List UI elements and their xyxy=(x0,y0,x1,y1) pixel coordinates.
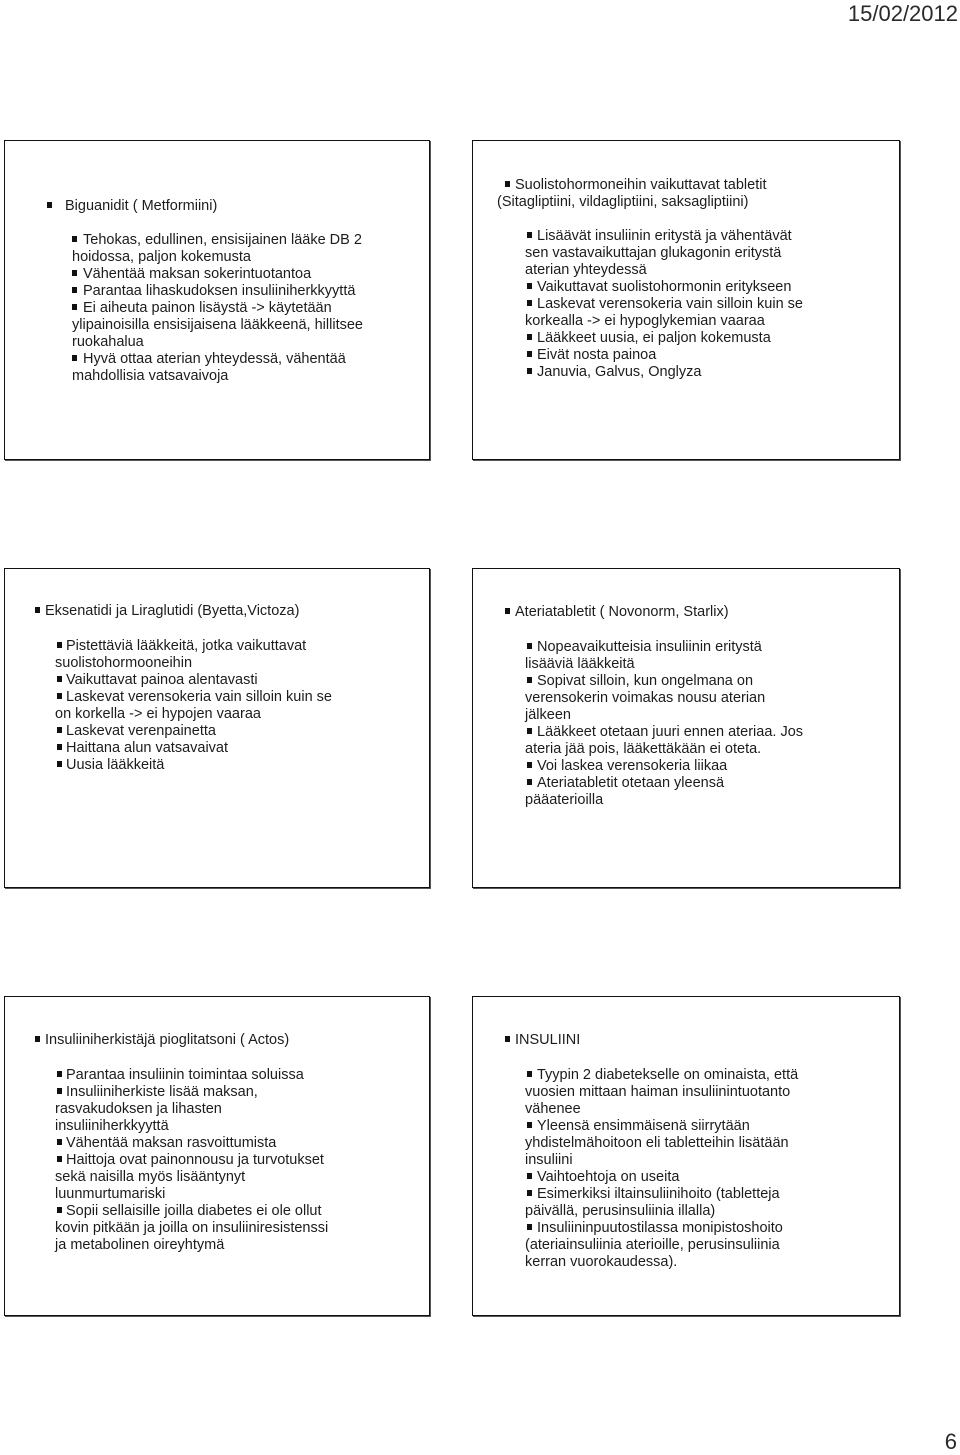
bullet-icon xyxy=(527,1190,532,1196)
slide-biguanidit xyxy=(4,140,430,460)
list-item xyxy=(525,1118,798,1169)
list-item-text: Tyypin 2 diabetekselle on ominaista, että vuosien mittaan haiman insuliinintuotanto vähenee xyxy=(525,1067,799,1117)
bullet-icon xyxy=(527,643,532,649)
list-item xyxy=(525,673,803,724)
slide-heading xyxy=(35,1032,289,1049)
slide-eksenatidi xyxy=(4,568,430,888)
list-item xyxy=(55,1135,328,1152)
list-item-text: Haittana alun vatsavaivat xyxy=(66,740,229,756)
bullet-icon xyxy=(527,728,532,734)
list-item-text: Hyvä ottaa aterian yhteydessä, vähentää mahdollisia vatsavaivoja xyxy=(72,351,346,384)
bullet-icon xyxy=(57,727,62,733)
list-item xyxy=(55,757,332,774)
slide-heading xyxy=(47,198,217,215)
bullet-icon xyxy=(57,744,62,750)
list-item-text: Laskevat verensokeria vain silloin kuin se korkealla -> ei hypoglykemian vaaraa xyxy=(525,296,803,329)
header-date: 15/02/2012 xyxy=(847,1,958,26)
list-item-text: Tehokas, edullinen, ensisijainen lääke DB 2 hoidossa, paljon kokemusta xyxy=(72,232,362,265)
list-item-text: Vähentää maksan rasvoittumista xyxy=(66,1135,277,1151)
list-item xyxy=(525,1067,798,1118)
list-item xyxy=(525,228,803,279)
bullet-icon xyxy=(505,1036,510,1042)
list-item-text: Nopeavaikutteisia insuliinin eritystä lisääviä lääkkeitä xyxy=(525,639,762,672)
list-item xyxy=(55,1084,328,1135)
list-item xyxy=(525,758,803,775)
page-number: 6 xyxy=(944,1429,957,1454)
bullet-list xyxy=(525,228,803,381)
list-item-text: Sopii sellaisille joilla diabetes ei ole ollut kovin pitkään ja joilla on insuliiniresistenssi ja metabolinen oireyhtymä xyxy=(55,1203,329,1253)
list-item xyxy=(525,279,803,296)
list-item xyxy=(55,723,332,740)
bullet-list xyxy=(55,638,332,774)
slide-heading-text: Ateriatabletit ( Novonorm, Starlix) xyxy=(515,604,729,620)
list-item-text: Lääkkeet otetaan juuri ennen ateriaa. Jos ateria jää pois, lääkettäkään ei oteta. xyxy=(525,724,804,757)
list-item xyxy=(525,364,803,381)
list-item-text: Pistettäviä lääkkeitä, jotka vaikuttavat suolistohormooneihin xyxy=(55,638,307,671)
bullet-icon xyxy=(35,607,40,613)
list-item xyxy=(525,1186,798,1220)
list-item-text: Ei aiheuta painon lisäystä -> käytetään ylipainoisilla ensisijaisena lääkkeenä, hillitsee ruokahalua xyxy=(72,300,363,350)
bullet-icon xyxy=(57,1207,62,1213)
list-item-text: Vaikuttavat painoa alentavasti xyxy=(66,672,258,688)
list-item xyxy=(55,740,332,757)
bullet-icon xyxy=(527,232,532,238)
list-item xyxy=(72,283,363,300)
slide-heading-text: Eksenatidi ja Liraglutidi (Byetta,Victoza) xyxy=(45,603,300,619)
bullet-list xyxy=(55,1067,328,1254)
bullet-icon xyxy=(57,1071,62,1077)
bullet-icon xyxy=(527,1173,532,1179)
bullet-icon xyxy=(57,693,62,699)
slide-ateriatabletit xyxy=(472,568,900,888)
bullet-icon xyxy=(57,1139,62,1145)
slide-heading xyxy=(35,603,299,620)
list-item-text: Lisäävät insuliinin eritystä ja vähentävät sen vastavaikuttajan glukagonin eritystä aterian yhteydessä xyxy=(525,228,792,278)
list-item-text: Uusia lääkkeitä xyxy=(66,757,165,773)
list-item xyxy=(525,724,803,758)
list-item-text: Sopivat silloin, kun ongelmana on verensokerin voimakas nousu aterian jälkeen xyxy=(525,673,766,723)
list-item xyxy=(525,639,803,673)
bullet-icon xyxy=(57,761,62,767)
list-item-text: Vaihtoehtoja on useita xyxy=(537,1169,680,1185)
bullet-list xyxy=(525,639,803,809)
list-item xyxy=(55,689,332,723)
list-item-text: Esimerkiksi iltainsuliinihoito (tabletteja päivällä, perusinsuliinia illalla) xyxy=(525,1186,780,1219)
list-item-text: Insuliiniherkiste lisää maksan, rasvakudoksen ja lihasten insuliiniherkkyyttä xyxy=(55,1084,258,1134)
slide-heading xyxy=(505,604,729,621)
bullet-icon xyxy=(72,355,77,361)
list-item-text: Yleensä ensimmäisenä siirrytään yhdistelmähoitoon eli tabletteihin lisätään insuliini xyxy=(525,1118,789,1168)
list-item-text: Vaikuttavat suolistohormonin eritykseen xyxy=(537,279,792,295)
bullet-list xyxy=(525,1067,798,1271)
bullet-icon xyxy=(527,368,532,374)
bullet-icon xyxy=(527,300,532,306)
bullet-icon xyxy=(527,283,532,289)
list-item-text: Voi laskea verensokeria liikaa xyxy=(537,758,728,774)
list-item xyxy=(525,330,803,347)
list-item xyxy=(72,232,363,266)
list-item-text: Parantaa lihaskudoksen insuliiniherkkyyttä xyxy=(83,283,356,299)
list-item-text: Vähentää maksan sokerintuotantoa xyxy=(83,266,312,282)
list-item xyxy=(55,672,332,689)
bullet-icon xyxy=(72,270,77,276)
list-item-text: Eivät nosta painoa xyxy=(537,347,657,363)
bullet-icon xyxy=(57,676,62,682)
list-item xyxy=(55,1152,328,1203)
list-item-text: Laskevat verensokeria vain silloin kuin se on korkella -> ei hypojen vaaraa xyxy=(55,689,332,722)
list-item xyxy=(525,347,803,364)
bullet-icon xyxy=(527,779,532,785)
bullet-icon xyxy=(47,202,52,208)
slide-heading xyxy=(497,177,766,211)
bullet-icon xyxy=(527,1122,532,1128)
slide-heading-text: Insuliiniherkistäjä pioglitatsoni ( Actos) xyxy=(45,1032,290,1048)
bullet-icon xyxy=(57,1156,62,1162)
slide-heading-text: INSULIINI xyxy=(515,1032,581,1048)
bullet-icon xyxy=(527,677,532,683)
list-item xyxy=(525,296,803,330)
list-item xyxy=(55,1067,328,1084)
list-item-text: Haittoja ovat painonnousu ja turvotukset sekä naisilla myös lisääntynyt luunmurtumariski xyxy=(55,1152,324,1202)
list-item xyxy=(72,300,363,351)
list-item-text: Januvia, Galvus, Onglyza xyxy=(537,364,702,380)
bullet-list xyxy=(72,232,363,385)
list-item-text: Laskevat verenpainetta xyxy=(66,723,216,739)
list-item-text: Parantaa insuliinin toimintaa soluissa xyxy=(66,1067,304,1083)
slide-suolistohormonit xyxy=(472,140,900,460)
list-item-text: Lääkkeet uusia, ei paljon kokemusta xyxy=(537,330,771,346)
list-item-text: Insuliininpuutostilassa monipistoshoito (ateriainsuliinia aterioille, perusinsuliinia kerran vuorokaudessa). xyxy=(525,1220,783,1270)
bullet-icon xyxy=(527,1071,532,1077)
list-item-text: Ateriatabletit otetaan yleensä pääaterioilla xyxy=(525,775,725,808)
bullet-icon xyxy=(72,287,77,293)
list-item xyxy=(72,351,363,385)
bullet-icon xyxy=(72,236,77,242)
slide-pioglitatsoni xyxy=(4,996,430,1316)
slide-insuliini xyxy=(472,996,900,1316)
list-item xyxy=(525,775,803,809)
slide-heading-text: Biguanidit ( Metformiini) xyxy=(65,198,218,214)
bullet-icon xyxy=(72,304,77,310)
bullet-icon xyxy=(35,1036,40,1042)
list-item xyxy=(55,638,332,672)
slide-heading-text: Suolistohormoneihin vaikuttavat tabletit (Sitagliptiini, vildagliptiini, saksagliptiini) xyxy=(497,177,767,210)
slide-heading xyxy=(505,1032,580,1049)
bullet-icon xyxy=(527,351,532,357)
bullet-icon xyxy=(57,642,62,648)
list-item xyxy=(525,1169,798,1186)
bullet-icon xyxy=(527,334,532,340)
list-item xyxy=(525,1220,798,1271)
bullet-icon xyxy=(505,608,510,614)
bullet-icon xyxy=(527,1224,532,1230)
bullet-icon xyxy=(527,762,532,768)
bullet-icon xyxy=(505,181,510,187)
list-item xyxy=(55,1203,328,1254)
bullet-icon xyxy=(57,1088,62,1094)
list-item xyxy=(72,266,363,283)
